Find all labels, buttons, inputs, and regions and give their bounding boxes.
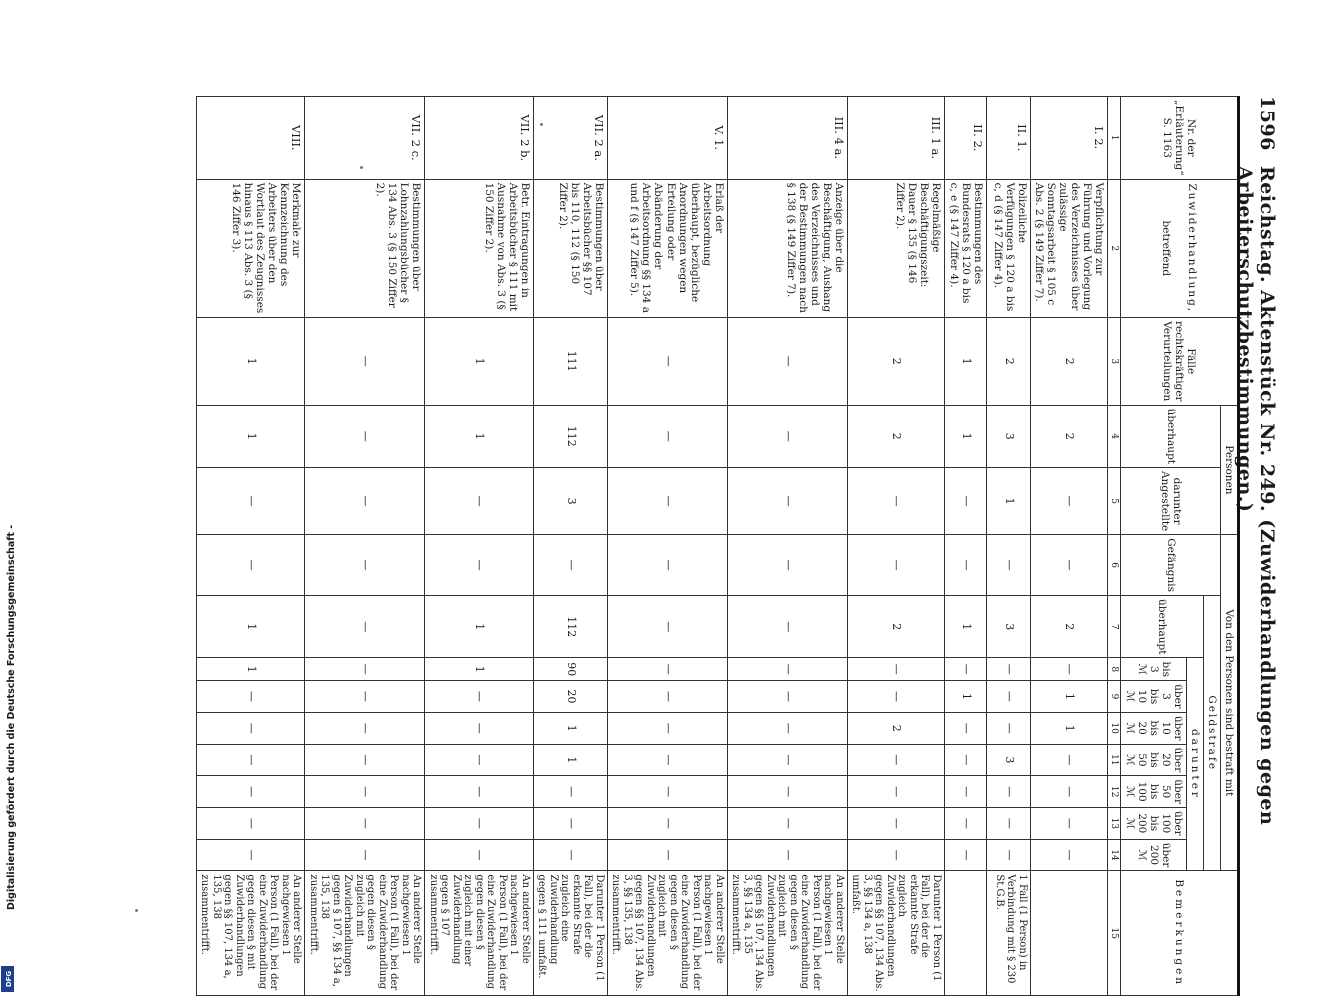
row-value-col5: — [425,468,534,535]
row-value-col14: — [607,839,727,871]
row-value-col13: — [425,807,534,839]
row-value-col3: — [305,318,425,406]
column-number: 6 [1108,535,1121,596]
table-row [607,97,727,996]
column-number: 15 [1108,871,1121,996]
row-value-col5: 3 [533,468,607,535]
header-persons-total: überhaupt [1121,405,1220,467]
row-value-col9: — [847,681,944,713]
rotated-document [96,96,1286,996]
header-ref: Nr. der „Erläuterung“ S. 1163 [1121,97,1239,180]
row-value-col6: — [196,535,305,596]
row-value-col13: — [196,807,305,839]
column-number: 10 [1108,712,1121,744]
row-value-col7: 3 [986,596,1030,658]
row-value-col5: — [944,468,986,535]
row-value-col11: — [847,744,944,776]
row-value-col13: — [1030,807,1107,839]
row-value-col14: — [425,839,534,871]
row-value-col13: — [305,807,425,839]
header-persons-employees: darunter Angestellte [1121,468,1220,535]
row-value-col10: — [944,712,986,744]
row-remark: An anderer Stelle nachgewiesen 1 Person (1 Fall), bei der eine Zuwiderhandlung gegen diesen § zugleich mit Zuwiderhandlungen gegen §§ 107, 134 Abs. 3, §§ 134 a, 135 zusammentrifft. [727,871,847,996]
row-value-col5: 1 [986,468,1030,535]
row-value-col6: — [533,535,607,596]
header-persons: Personen [1220,405,1238,535]
table-row [196,97,305,996]
row-ref: VII. 2 b. [425,97,534,180]
row-value-col11: — [305,744,425,776]
header-fine-b2: über 3 bis 10 ℳ [1121,681,1186,713]
row-value-col12: — [533,776,607,808]
running-head [1234,96,1286,996]
row-ref: II. 1. [986,97,1030,180]
column-number: 7 [1108,596,1121,658]
row-remark [1030,871,1107,996]
row-value-col14: — [727,839,847,871]
row-value-col14: — [847,839,944,871]
row-remark: Darunter 1 Person (1 Fall), bei der die erkannte Strafe zugleich Zuwiderhandlungen gegen §§ 107, 134 Abs. 3, §§ 134 a, 138 umfaßt. [847,871,944,996]
column-number: 5 [1108,468,1121,535]
table-row [533,97,607,996]
row-value-col4: 1 [196,405,305,467]
header-offense [1121,179,1239,317]
header-fine-b4: über 20 bis 50 ℳ [1121,744,1186,776]
row-value-col10: 2 [847,712,944,744]
row-value-col4: 3 [986,405,1030,467]
row-value-col9: — [607,681,727,713]
row-remark: An anderer Stelle nachgewiesen 1 Person (1 Fall), bei der eine Zuwiderhandlung gegen diesen § mit Zuwiderhandlungen gegen §§ 107, 134 a, 135, 138 zusammentrifft. [196,871,305,996]
row-remark: An anderer Stelle nachgewiesen 1 Person (1 Fall), bei der eine Zuwiderhandlung gegen diesen § zugleich mit einer Zuwiderhandlung gegen § 107 zusammentrifft. [425,871,534,996]
row-value-col9: — [727,681,847,713]
header-punished-group: Von den Personen sind bestraft mit [1220,535,1238,871]
row-value-col6: — [727,535,847,596]
row-remark: Darunter 1 Person (1 Fall), bei der die erkannte Strafe zugleich eine Zuwiderhandlung gegen § 111 umfaßt. [533,871,607,996]
row-value-col14: — [944,839,986,871]
digitization-credit: Digitalisierung gefördert durch die Deutsche Forschungsgemeinschaft - [6,524,17,910]
column-number: 13 [1108,807,1121,839]
header-remarks: Bemerkungen [1121,871,1239,996]
row-value-col8: 1 [425,658,534,681]
column-number-row [1108,97,1121,996]
row-value-col4: 1 [425,405,534,467]
column-number: 2 [1108,179,1121,317]
row-value-col8: — [727,658,847,681]
row-value-col11: — [196,744,305,776]
row-offense: Bestimmungen des Bundesrats § 120 a bis c, e (§ 147 Ziffer 4). [944,179,986,317]
row-value-col12: — [196,776,305,808]
row-ref: I. 2. [1030,97,1107,180]
column-number: 8 [1108,658,1121,681]
header-fine: Geldstrafe [1203,596,1220,871]
row-value-col6: — [607,535,727,596]
row-value-col3: 2 [847,318,944,406]
row-value-col10: — [607,712,727,744]
page-number: 1596 [1256,96,1278,151]
row-value-col7: — [727,596,847,658]
row-value-col9: — [305,681,425,713]
row-value-col14: — [533,839,607,871]
row-offense: Regelmäßige Beschäftigungszeit: Dauer § 135 (§ 146 Ziffer 2). [847,179,944,317]
header-prison: Gefängnis [1121,535,1220,596]
row-value-col7: 1 [196,596,305,658]
row-value-col14: — [196,839,305,871]
row-ref: II. 2. [944,97,986,180]
row-value-col13: — [727,807,847,839]
row-value-col11: — [727,744,847,776]
row-value-col10: — [986,712,1030,744]
row-value-col5: — [196,468,305,535]
row-value-col7: — [607,596,727,658]
row-value-col9: 1 [1030,681,1107,713]
header-offense-sub: betreffend [1160,220,1173,277]
row-value-col12: — [305,776,425,808]
row-ref: V. 1. [607,97,727,180]
row-value-col9: 20 [533,681,607,713]
header-fine-b7: über 200 ℳ [1121,839,1186,871]
row-value-col14: — [305,839,425,871]
row-offense: Verpflichtung zur Führung und Vorlegung des Verzeichnisses über zulässige Sonntagsarbeit § 105 c Abs. 2 (§ 149 Ziffer 7). [1030,179,1107,317]
row-value-col4: 112 [533,405,607,467]
row-value-col10: — [425,712,534,744]
row-value-col3: — [727,318,847,406]
row-value-col8: — [986,658,1030,681]
table-row [727,97,847,996]
row-value-col6: — [425,535,534,596]
column-number: 9 [1108,681,1121,713]
row-value-col3: 2 [986,318,1030,406]
column-number: 11 [1108,744,1121,776]
row-value-col3: 2 [1030,318,1107,406]
row-value-col12: — [944,776,986,808]
row-value-col7: 2 [1030,596,1107,658]
row-offense: Anzeige über die Beschäftigung, Aushang des Verzeichnisses und der Bestimmungen nach § 138 (§ 149 Ziffer 7). [727,179,847,317]
row-value-col11: — [607,744,727,776]
row-value-col14: — [986,839,1030,871]
header-offense-title: Zuwiderhandlung, [1186,183,1199,314]
row-remark: 1 Fall (1 Person) in Verbindung mit § 230 St.G.B. [986,871,1030,996]
row-value-col9: — [196,681,305,713]
row-value-col5: — [727,468,847,535]
row-value-col13: — [944,807,986,839]
row-value-col10: — [727,712,847,744]
row-value-col4: — [727,405,847,467]
row-value-col11: — [425,744,534,776]
row-value-col6: — [1030,535,1107,596]
row-value-col13: — [847,807,944,839]
row-value-col11: — [1030,744,1107,776]
row-ref: VII. 2 c. [305,97,425,180]
column-number: 14 [1108,839,1121,871]
row-ref: VII. 2 a. [533,97,607,180]
row-value-col5: — [847,468,944,535]
row-offense: Polizeiliche Verfügungen § 120 a bis c, d (§ 147 Ziffer 4). [986,179,1030,317]
row-value-col10: 1 [533,712,607,744]
row-ref: III. 4 a. [727,97,847,180]
row-remark: An anderer Stelle nachgewiesen 1 Person (1 Fall), bei der eine Zuwiderhandlung gegen diesen § zugleich mit Zuwiderhandlungen gegen § 107, §§ 134 a, 135, 138 zusammentrifft. [305,871,425,996]
column-number: 12 [1108,776,1121,808]
header-fine-total: überhaupt [1121,596,1203,658]
header-fine-b1: bis 3 ℳ [1121,658,1186,681]
table-row [305,97,425,996]
row-value-col11: 3 [986,744,1030,776]
table-row [944,97,986,996]
row-value-col13: — [986,807,1030,839]
row-value-col11: — [944,744,986,776]
header-fine-b5: über 50 bis 100 ℳ [1121,776,1186,808]
column-number: 3 [1108,318,1121,406]
row-value-col8: — [607,658,727,681]
row-value-col12: — [986,776,1030,808]
row-value-col7: 1 [944,596,986,658]
row-value-col7: 112 [533,596,607,658]
table-row [425,97,534,996]
table-row [1030,97,1107,996]
row-value-col12: — [1030,776,1107,808]
row-offense: Betr. Eintragungen in Arbeitsbücher § 111 mit Ausnahme von Abs. 3 (§ 150 Ziffer 2). [425,179,534,317]
row-value-col13: — [607,807,727,839]
row-value-col4: — [305,405,425,467]
row-value-col4: — [607,405,727,467]
column-number: 1 [1108,97,1121,180]
row-value-col12: — [727,776,847,808]
row-value-col7: 2 [847,596,944,658]
row-value-col3: 1 [944,318,986,406]
header-cases: Fälle rechtskräftiger Verurteilungen [1121,318,1239,406]
row-offense: Erlaß der Arbeitsordnung überhaupt, bezügliche Anordnungen wegen Erteilung oder Abänderung der Arbeitsordnung §§ 134 a und f (§ 147 Ziffer 5). [607,179,727,317]
row-value-col9: — [425,681,534,713]
row-value-col8: 1 [196,658,305,681]
row-value-col5: — [1030,468,1107,535]
row-offense: Bestimmungen über Lohnzahlungsbücher § 134 Abs. 3 (§ 150 Ziffer 2). [305,179,425,317]
row-ref: III. 1 a. [847,97,944,180]
row-value-col12: — [607,776,727,808]
row-value-col11: 1 [533,744,607,776]
row-remark: An anderer Stelle nachgewiesen 1 Person (1 Fall), bei der eine Zuwiderhandlung gegen diesen § zugleich mit Zuwiderhandlungen gegen §§ 107, 134 Abs. 3, §§ 135, 138 zusammentrifft. [607,871,727,996]
row-value-col8: — [1030,658,1107,681]
column-number: 4 [1108,405,1121,467]
row-value-col6: — [944,535,986,596]
row-value-col10: 1 [1030,712,1107,744]
row-value-col6: — [986,535,1030,596]
row-remark [944,871,986,996]
row-value-col9: — [986,681,1030,713]
header-fine-b6: über 100 bis 200 ℳ [1121,807,1186,839]
row-value-col8: — [305,658,425,681]
row-value-col4: 2 [847,405,944,467]
row-offense: Merkmale zur Kennzeichnung des Arbeiters über den Wortlaut des Zeugnisses hinaus § 113 Abs. 3 (§ 146 Ziffer 3). [196,179,305,317]
row-value-col6: — [847,535,944,596]
header-fine-among: darunter [1186,658,1203,871]
row-value-col4: 1 [944,405,986,467]
row-value-col10: — [196,712,305,744]
row-value-col9: 1 [944,681,986,713]
row-offense: Bestimmungen über Arbeitsbücher §§ 107 bis 110, 112 (§ 150 Ziffer 2). [533,179,607,317]
row-value-col7: 1 [425,596,534,658]
row-value-col12: — [425,776,534,808]
row-value-col5: — [607,468,727,535]
row-value-col14: — [1030,839,1107,871]
table-row [847,97,944,996]
row-ref: VIII. [196,97,305,180]
row-value-col8: — [847,658,944,681]
row-value-col10: — [305,712,425,744]
table-body [196,97,1107,996]
row-value-col8: 90 [533,658,607,681]
header-fine-b3: über 10 bis 20 ℳ [1121,712,1186,744]
table-row [986,97,1030,996]
row-value-col6: — [305,535,425,596]
row-value-col3: 1 [425,318,534,406]
violations-table [196,96,1240,996]
row-value-col5: — [305,468,425,535]
page-title: Reichstag. Aktenstück Nr. 249. (Zuwiderhandlungen gegen Arbeiterschutzbestimmungen.) [1234,166,1278,826]
row-value-col4: 2 [1030,405,1107,467]
row-value-col3: — [607,318,727,406]
row-value-col3: 1 [196,318,305,406]
row-value-col13: — [533,807,607,839]
row-value-col3: 111 [533,318,607,406]
row-value-col12: — [847,776,944,808]
dfg-logo: DFG [1,966,14,992]
row-value-col8: — [944,658,986,681]
row-value-col7: — [305,596,425,658]
